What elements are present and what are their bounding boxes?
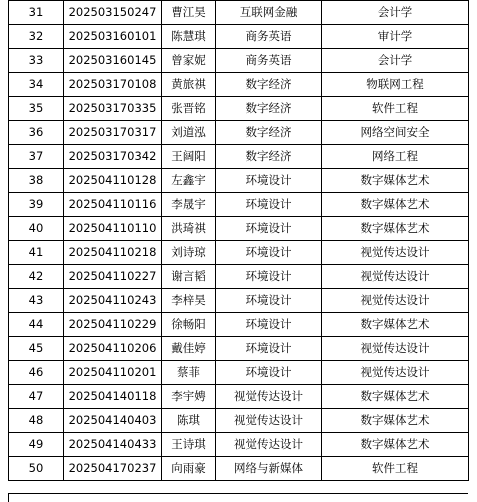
cell-original-major: 环境设计 (216, 361, 322, 385)
cell-target-major: 物联网工程 (322, 73, 469, 97)
cell-name: 蔡菲 (162, 361, 216, 385)
cell-target-major: 视觉传达设计 (322, 241, 469, 265)
cell-index: 44 (9, 313, 64, 337)
table-body (9, 1, 469, 481)
cell-student-id: 202504140433 (64, 433, 162, 457)
cell-target-major: 数字媒体艺术 (322, 409, 469, 433)
cell-student-id: 202504110206 (64, 337, 162, 361)
cell-target-major: 审计学 (322, 25, 469, 49)
table-row (9, 409, 469, 433)
table-row (9, 25, 469, 49)
cell-index: 31 (9, 1, 64, 25)
cell-original-major: 网络与新媒体 (216, 457, 322, 481)
cell-name: 张晋铭 (162, 97, 216, 121)
table-row (9, 121, 469, 145)
cell-student-id: 202503150247 (64, 1, 162, 25)
cell-target-major: 数字媒体艺术 (322, 193, 469, 217)
cell-name: 戴佳婷 (162, 337, 216, 361)
table-row (9, 433, 469, 457)
cell-original-major: 数字经济 (216, 145, 322, 169)
cell-student-id: 202504110116 (64, 193, 162, 217)
cell-target-major: 网络空间安全 (322, 121, 469, 145)
cell-target-major: 数字媒体艺术 (322, 217, 469, 241)
table-row (9, 385, 469, 409)
cell-target-major: 视觉传达设计 (322, 289, 469, 313)
cell-student-id: 202504170237 (64, 457, 162, 481)
cell-student-id: 202504110243 (64, 289, 162, 313)
cell-name: 左鑫宇 (162, 169, 216, 193)
cell-student-id: 202504140118 (64, 385, 162, 409)
cell-student-id: 202503170342 (64, 145, 162, 169)
cell-student-id: 202503160145 (64, 49, 162, 73)
cell-index: 43 (9, 289, 64, 313)
cell-index: 35 (9, 97, 64, 121)
table-row (9, 337, 469, 361)
cell-target-major: 会计学 (322, 1, 469, 25)
cell-original-major: 数字经济 (216, 121, 322, 145)
cell-target-major: 网络工程 (322, 145, 469, 169)
table-row (9, 73, 469, 97)
cell-original-major: 环境设计 (216, 217, 322, 241)
cell-student-id: 202503160101 (64, 25, 162, 49)
cell-name: 刘道泓 (162, 121, 216, 145)
cell-student-id: 202504110229 (64, 313, 162, 337)
cell-index: 47 (9, 385, 64, 409)
cell-target-major: 视觉传达设计 (322, 265, 469, 289)
table-row (9, 1, 469, 25)
cell-original-major: 环境设计 (216, 169, 322, 193)
transfer-table (8, 0, 469, 481)
cell-index: 38 (9, 169, 64, 193)
cell-name: 曹江昊 (162, 1, 216, 25)
cell-index: 50 (9, 457, 64, 481)
cell-original-major: 环境设计 (216, 289, 322, 313)
cell-original-major: 环境设计 (216, 241, 322, 265)
cell-target-major: 视觉传达设计 (322, 337, 469, 361)
cell-original-major: 互联网金融 (216, 1, 322, 25)
cell-original-major: 环境设计 (216, 265, 322, 289)
cell-original-major: 数字经济 (216, 73, 322, 97)
table-row (9, 313, 469, 337)
cell-name: 黄旅祺 (162, 73, 216, 97)
cell-original-major: 视觉传达设计 (216, 409, 322, 433)
table-row (9, 361, 469, 385)
cell-name: 李宇娉 (162, 385, 216, 409)
cell-original-major: 商务英语 (216, 49, 322, 73)
cell-name: 谢言韬 (162, 265, 216, 289)
cell-name: 曾家妮 (162, 49, 216, 73)
cell-name: 李梓昊 (162, 289, 216, 313)
cell-index: 33 (9, 49, 64, 73)
table-row (9, 145, 469, 169)
table-row (9, 217, 469, 241)
table-row (9, 457, 469, 481)
cell-original-major: 环境设计 (216, 337, 322, 361)
cell-index: 41 (9, 241, 64, 265)
cell-index: 45 (9, 337, 64, 361)
cell-index: 42 (9, 265, 64, 289)
table-row (9, 289, 469, 313)
cell-index: 46 (9, 361, 64, 385)
cell-index: 39 (9, 193, 64, 217)
cell-student-id: 202503170317 (64, 121, 162, 145)
cell-name: 王阔阳 (162, 145, 216, 169)
cell-index: 34 (9, 73, 64, 97)
cell-original-major: 商务英语 (216, 25, 322, 49)
cell-target-major: 数字媒体艺术 (322, 169, 469, 193)
cell-student-id: 202503170335 (64, 97, 162, 121)
cell-name: 陈慧琪 (162, 25, 216, 49)
cell-original-major: 视觉传达设计 (216, 385, 322, 409)
cell-student-id: 202503170108 (64, 73, 162, 97)
cell-name: 洪琦祺 (162, 217, 216, 241)
cell-index: 49 (9, 433, 64, 457)
table-row (9, 97, 469, 121)
cell-name: 刘诗琼 (162, 241, 216, 265)
cell-student-id: 202504140403 (64, 409, 162, 433)
cell-original-major: 数字经济 (216, 97, 322, 121)
table-row (9, 169, 469, 193)
table-row (9, 49, 469, 73)
cell-student-id: 202504110227 (64, 265, 162, 289)
cell-student-id: 202504110128 (64, 169, 162, 193)
cell-student-id: 202504110218 (64, 241, 162, 265)
cell-name: 徐畅阳 (162, 313, 216, 337)
cell-name: 王诗琪 (162, 433, 216, 457)
cell-index: 48 (9, 409, 64, 433)
cell-target-major: 软件工程 (322, 97, 469, 121)
table-row (9, 265, 469, 289)
cell-index: 37 (9, 145, 64, 169)
table-row (9, 241, 469, 265)
table-row (9, 193, 469, 217)
cell-name: 陈琪 (162, 409, 216, 433)
cell-target-major: 会计学 (322, 49, 469, 73)
cell-name: 向雨豪 (162, 457, 216, 481)
cell-index: 40 (9, 217, 64, 241)
cell-target-major: 数字媒体艺术 (322, 385, 469, 409)
cell-name: 李晟宇 (162, 193, 216, 217)
cell-original-major: 环境设计 (216, 313, 322, 337)
cell-target-major: 数字媒体艺术 (322, 433, 469, 457)
cell-index: 32 (9, 25, 64, 49)
cell-original-major: 视觉传达设计 (216, 433, 322, 457)
cell-target-major: 视觉传达设计 (322, 361, 469, 385)
cell-original-major: 环境设计 (216, 193, 322, 217)
cell-student-id: 202504110110 (64, 217, 162, 241)
cell-target-major: 软件工程 (322, 457, 469, 481)
cell-student-id: 202504110201 (64, 361, 162, 385)
cell-target-major: 数字媒体艺术 (322, 313, 469, 337)
cell-index: 36 (9, 121, 64, 145)
